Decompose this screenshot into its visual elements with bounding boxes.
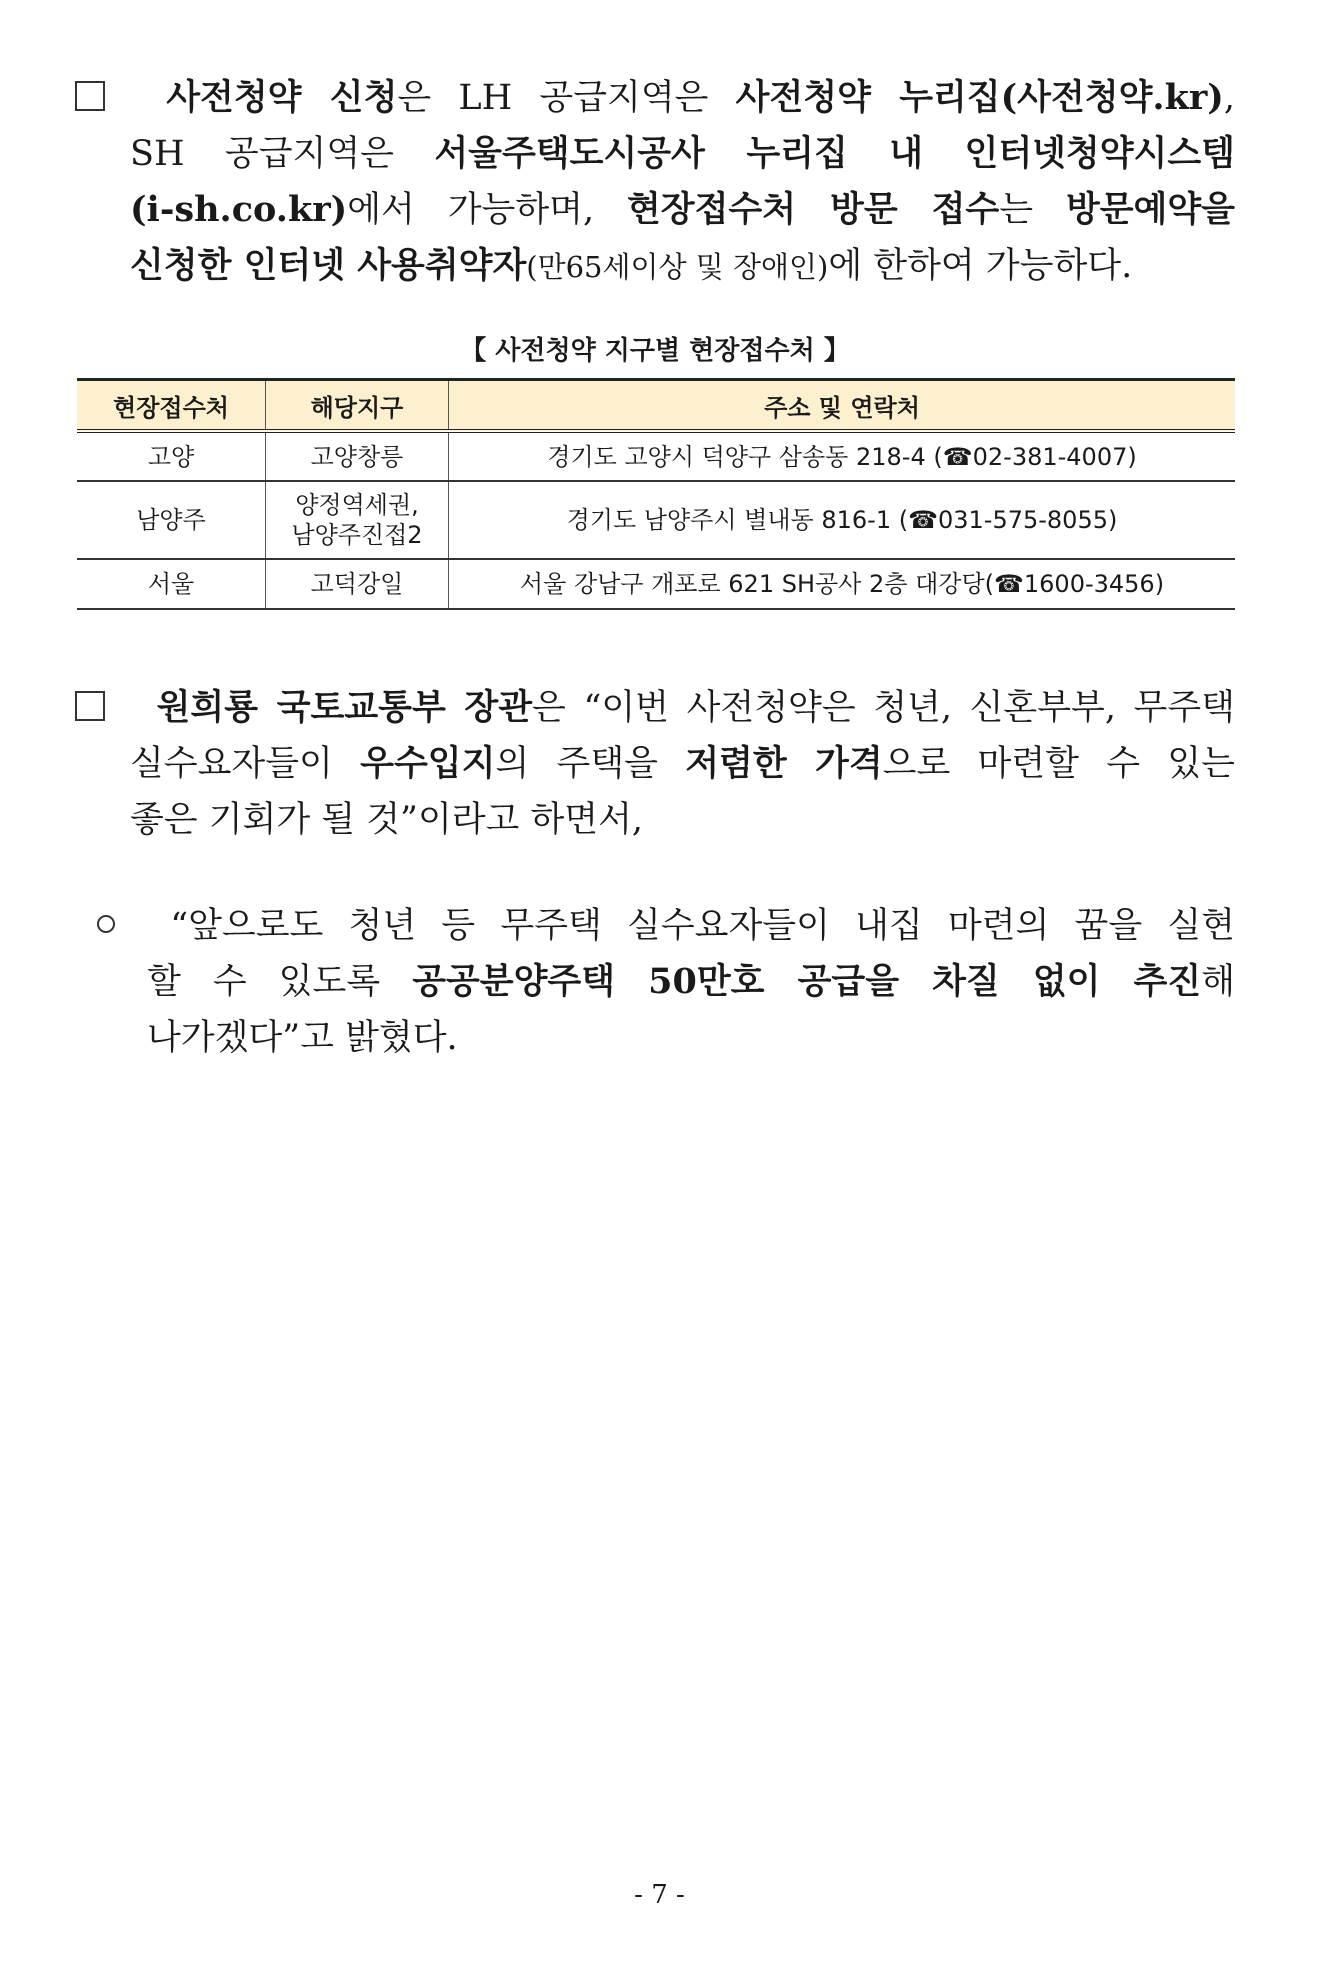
- text-run: (만65세이상 및 장애인): [526, 250, 829, 284]
- text-run: 나가겠다”고 밝혔다.: [147, 1018, 458, 1058]
- circle-bullet-icon: [97, 915, 115, 933]
- paragraph-application: [75, 70, 1235, 295]
- table-row: [77, 559, 1235, 609]
- cell-district: 고덕강일: [266, 559, 449, 609]
- header-address: 주소 및 연락처: [449, 380, 1236, 432]
- text-run: 는: [999, 190, 1066, 230]
- para1-line2: [130, 126, 1235, 182]
- header-office: 현장접수처: [77, 380, 266, 432]
- cell-address: 서울 강남구 개포로 621 SH공사 2층 대강당(☎1600-3456): [449, 559, 1236, 609]
- paragraph-minister-plan: [75, 898, 1235, 1066]
- text-run: 에 한하여 가능하다.: [828, 246, 1133, 286]
- para1-line3: [130, 182, 1235, 238]
- text-run: 실수요자들이: [130, 744, 361, 784]
- text-run: 으로 마련할 수 있는: [882, 744, 1235, 784]
- para3-line2: [147, 954, 1235, 1010]
- paragraph-minister-quote: [75, 680, 1235, 848]
- para2-line1: [75, 680, 1235, 736]
- text-run: 은 LH 공급지역은: [397, 78, 736, 118]
- para2-line2: [130, 736, 1235, 792]
- para3-line1: [97, 898, 1235, 954]
- checkbox-bullet-icon: [75, 691, 105, 721]
- cell-district: 양정역세권, 남양주진접2: [266, 481, 449, 559]
- text-run: 공공분양주택 50만호 공급을 차질 없이 추진: [412, 961, 1202, 1002]
- para3-line3: [147, 1010, 1235, 1066]
- text-run: 은 “이번 사전청약은 청년, 신혼부부, 무주택: [532, 688, 1235, 728]
- table-header-row: [77, 380, 1235, 432]
- table-row: [77, 481, 1235, 559]
- text-run: 원희룡 국토교통부 장관: [156, 687, 533, 728]
- text-run: 의 주택을: [495, 744, 686, 784]
- cell-district: 고양창릉: [266, 431, 449, 481]
- text-run: 서울주택도시공사 누리집 내 인터넷청약시스템: [434, 133, 1235, 174]
- para1-line1: [75, 70, 1235, 126]
- cell-office: 서울: [77, 559, 266, 609]
- text-run: 할 수 있도록: [147, 962, 413, 1002]
- checkbox-bullet-icon: [75, 81, 105, 111]
- text-run: (i-sh.co.kr): [130, 189, 348, 230]
- table-title: 【 사전청약 지구별 현장접수처 】: [460, 336, 850, 366]
- text-run: 현장접수처 방문 접수: [627, 189, 1000, 230]
- text-run: 좋은 기회가 될 것”이라고 하면서,: [130, 800, 644, 840]
- text-run: ,: [1223, 78, 1235, 118]
- text-run: 우수입지: [360, 743, 496, 784]
- site-office-table: [77, 378, 1235, 610]
- cell-office: 남양주: [77, 481, 266, 559]
- text-run: 신청한 인터넷 사용취약자: [130, 245, 527, 286]
- text-run: 방문예약을: [1065, 189, 1235, 230]
- cell-office: 고양: [77, 431, 266, 481]
- header-district: 해당지구: [266, 380, 449, 432]
- text-run: 저렴한 가격: [685, 743, 883, 784]
- text-run: 에서 가능하며,: [347, 190, 627, 230]
- text-run: SH 공급지역은: [130, 134, 435, 174]
- text-run: 사전청약 신청: [166, 77, 398, 118]
- page-number: - 7 -: [634, 1880, 685, 1910]
- table-row: [77, 431, 1235, 481]
- text-run: 해: [1201, 962, 1235, 1002]
- cell-address: 경기도 고양시 덕양구 삼송동 218-4 (☎02-381-4007): [449, 431, 1236, 481]
- cell-address: 경기도 남양주시 별내동 816-1 (☎031-575-8055): [449, 481, 1236, 559]
- text-run: “앞으로도 청년 등 무주택 실수요자들이 내집 마련의 꿈을 실현: [170, 906, 1235, 946]
- para2-line3: [130, 792, 1235, 848]
- para1-line4: [130, 238, 1235, 295]
- text-run: 사전청약 누리집(사전청약.kr): [735, 77, 1224, 118]
